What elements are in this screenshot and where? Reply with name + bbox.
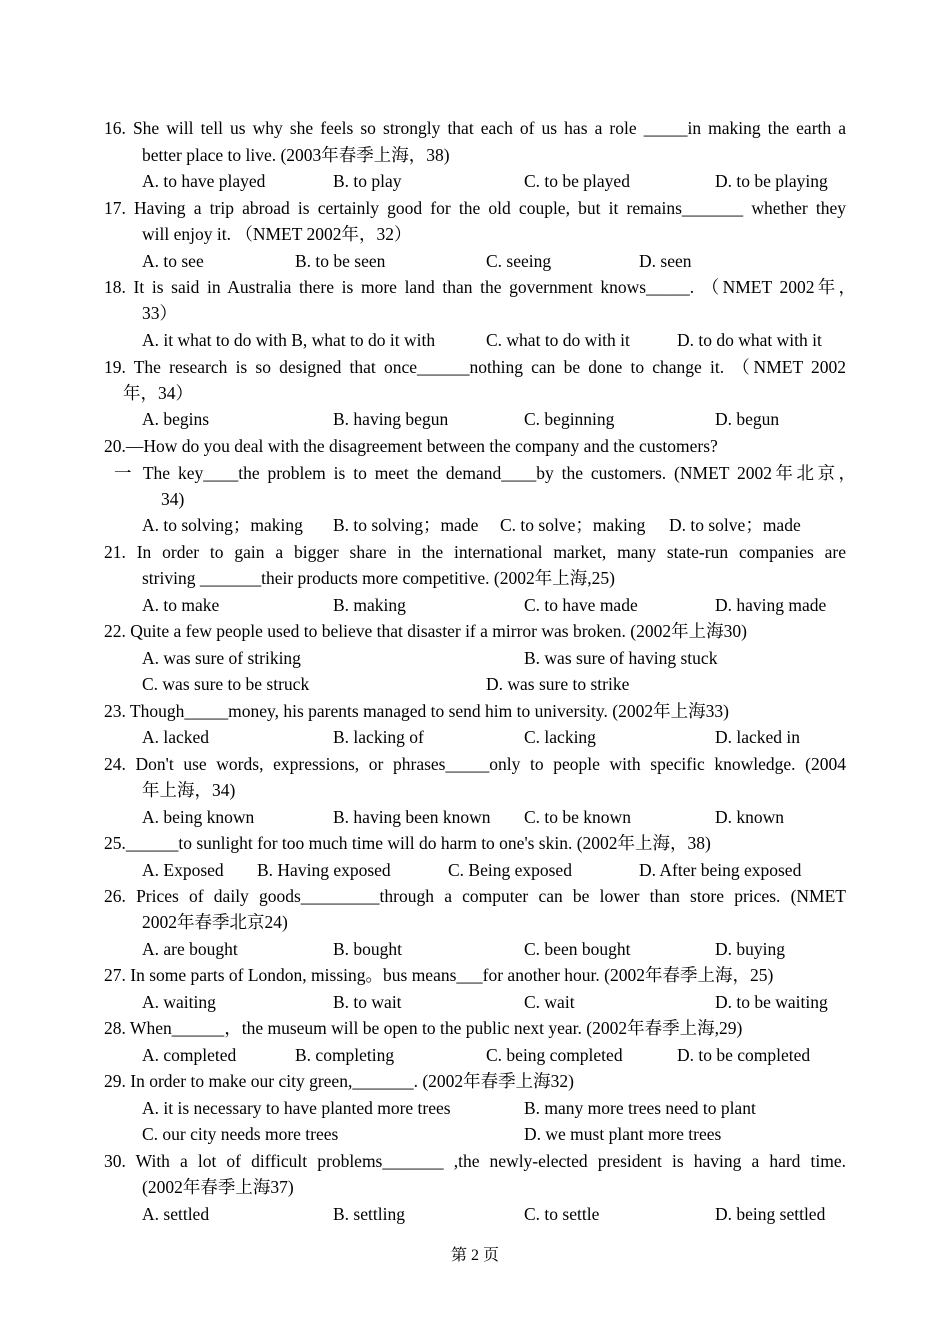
option-c: C. wait	[524, 992, 575, 1012]
option-c: C. Being exposed	[448, 860, 572, 880]
option-d: D. to be waiting	[715, 992, 828, 1012]
option-b: B. having begun	[333, 409, 449, 429]
option-c: C. been bought	[524, 939, 631, 959]
question-22-line-1: 22. Quite a few people used to believe that disaster if a mirror was broken. (2002年上海30)	[104, 621, 747, 641]
option-c: C. to have made	[524, 595, 638, 615]
option-b: B. lacking of	[333, 727, 424, 747]
option-b: B. settling	[333, 1204, 405, 1224]
option-a: A. to make	[142, 595, 220, 615]
option-d: D. to be playing	[715, 171, 828, 191]
option-b: B. to wait	[333, 992, 402, 1012]
question-30-line-2: (2002年春季上海37)	[142, 1177, 294, 1197]
question-17-line-2: will enjoy it. （NMET 2002年，32）	[142, 224, 412, 244]
option-a: A. settled	[142, 1204, 210, 1224]
option-d: D. having made	[715, 595, 827, 615]
question-25-line-1: 25.______to sunlight for too much time will do harm to one's skin. (2002年上海，38)	[104, 833, 711, 853]
option-b: B. many more trees need to plant	[524, 1098, 756, 1118]
question-21-line-2: striving _______their products more competitive. (2002年上海,25)	[142, 568, 615, 588]
option-d: D. being settled	[715, 1204, 826, 1224]
option-d: D. known	[715, 807, 785, 827]
question-21-line-1: 21. In order to gain a bigger share in the international market, many state-run companies are	[104, 542, 846, 562]
option-c: C. to be known	[524, 807, 631, 827]
option-c: C. beginning	[524, 409, 615, 429]
page-number: 第 2 页	[450, 1247, 499, 1264]
option-a: A. it what to do with B, what to do it with	[142, 330, 436, 350]
option-c: C. was sure to be struck	[142, 674, 310, 694]
option-b: B. to be seen	[295, 251, 386, 271]
question-30-line-1: 30. With a lot of difficult problems_______ ,the newly-elected president is having a hard time.	[104, 1151, 846, 1171]
question-20-line-3: 34)	[161, 489, 185, 509]
option-b: B. having been known	[333, 807, 491, 827]
option-d: D. lacked in	[715, 727, 801, 747]
option-c: C. being completed	[486, 1045, 623, 1065]
option-c: C. lacking	[524, 727, 596, 747]
question-26-line-2: 2002年春季北京24)	[142, 912, 288, 932]
option-c: C. our city needs more trees	[142, 1124, 339, 1144]
option-c: C. to be played	[524, 171, 630, 191]
option-d: D. buying	[715, 939, 785, 959]
option-c: C. what to do with it	[486, 330, 630, 350]
option-d: D. seen	[639, 251, 692, 271]
question-17-line-1: 17. Having a trip abroad is certainly good for the old couple, but it remains_______ whether they	[104, 198, 846, 218]
option-d: D. to be completed	[677, 1045, 811, 1065]
option-a: A. it is necessary to have planted more trees	[142, 1098, 451, 1118]
question-27-line-1: 27. In some parts of London, missing。bus means___for another hour. (2002年春季上海，25)	[104, 965, 774, 985]
question-18-line-1: 18. It is said in Australia there is more land than the government knows_____. （NMET 2002年，	[104, 277, 856, 297]
option-b: B. completing	[295, 1045, 395, 1065]
option-a: A. completed	[142, 1045, 237, 1065]
option-b: B. to play	[333, 171, 402, 191]
option-c: C. to settle	[524, 1204, 600, 1224]
option-a: A. begins	[142, 409, 210, 429]
option-b: B. bought	[333, 939, 403, 959]
option-a: A. lacked	[142, 727, 210, 747]
question-16-line-2: better place to live. (2003年春季上海，38)	[142, 145, 450, 165]
question-20-line-2: 一 The key____the problem is to meet the demand____by the customers. (NMET 2002年北京，	[114, 463, 856, 483]
option-d: D. begun	[715, 409, 780, 429]
option-a: A. are bought	[142, 939, 238, 959]
question-29-line-1: 29. In order to make our city green,_______. (2002年春季上海32)	[104, 1071, 574, 1091]
option-b: B. making	[333, 595, 406, 615]
option-d: D. we must plant more trees	[524, 1124, 722, 1144]
option-a: A. being known	[142, 807, 255, 827]
question-24-line-2: 年上海，34)	[142, 780, 236, 800]
option-d: D. to solve；made	[669, 515, 801, 535]
question-23-line-1: 23. Though_____money, his parents managed to send him to university. (2002年上海33)	[104, 701, 729, 721]
option-c: C. seeing	[486, 251, 552, 271]
option-b: B. to solving；made	[333, 515, 479, 535]
question-18-line-2: 33）	[142, 303, 177, 323]
question-24-line-1: 24. Don't use words, expressions, or phrases_____only to people with specific knowledge. (2004	[104, 754, 846, 774]
option-a: A. was sure of striking	[142, 648, 301, 668]
option-d: D. to do what with it	[677, 330, 822, 350]
question-19-line-1: 19. The research is so designed that once______nothing can be done to change it. （NMET 2002	[104, 357, 846, 377]
option-d: D. After being exposed	[639, 860, 802, 880]
option-a: A. to see	[142, 251, 204, 271]
option-d: D. was sure to strike	[486, 674, 630, 694]
option-a: A. Exposed	[142, 860, 224, 880]
option-a: A. to have played	[142, 171, 266, 191]
option-a: A. waiting	[142, 992, 216, 1012]
option-a: A. to solving；making	[142, 515, 303, 535]
option-c: C. to solve；making	[500, 515, 646, 535]
question-26-line-1: 26. Prices of daily goods_________through a computer can be lower than store prices. (NMET	[104, 886, 846, 906]
option-b: B. Having exposed	[257, 860, 391, 880]
question-28-line-1: 28. When______，the museum will be open to the public next year. (2002年春季上海,29)	[104, 1018, 743, 1038]
option-b: B. was sure of having stuck	[524, 648, 718, 668]
question-16-line-1: 16. She will tell us why she feels so strongly that each of us has a role _____in making the earth a	[104, 118, 846, 138]
question-20-line-1: 20.—How do you deal with the disagreement between the company and the customers?	[104, 436, 718, 456]
question-19-line-2: 年，34）	[123, 383, 193, 403]
